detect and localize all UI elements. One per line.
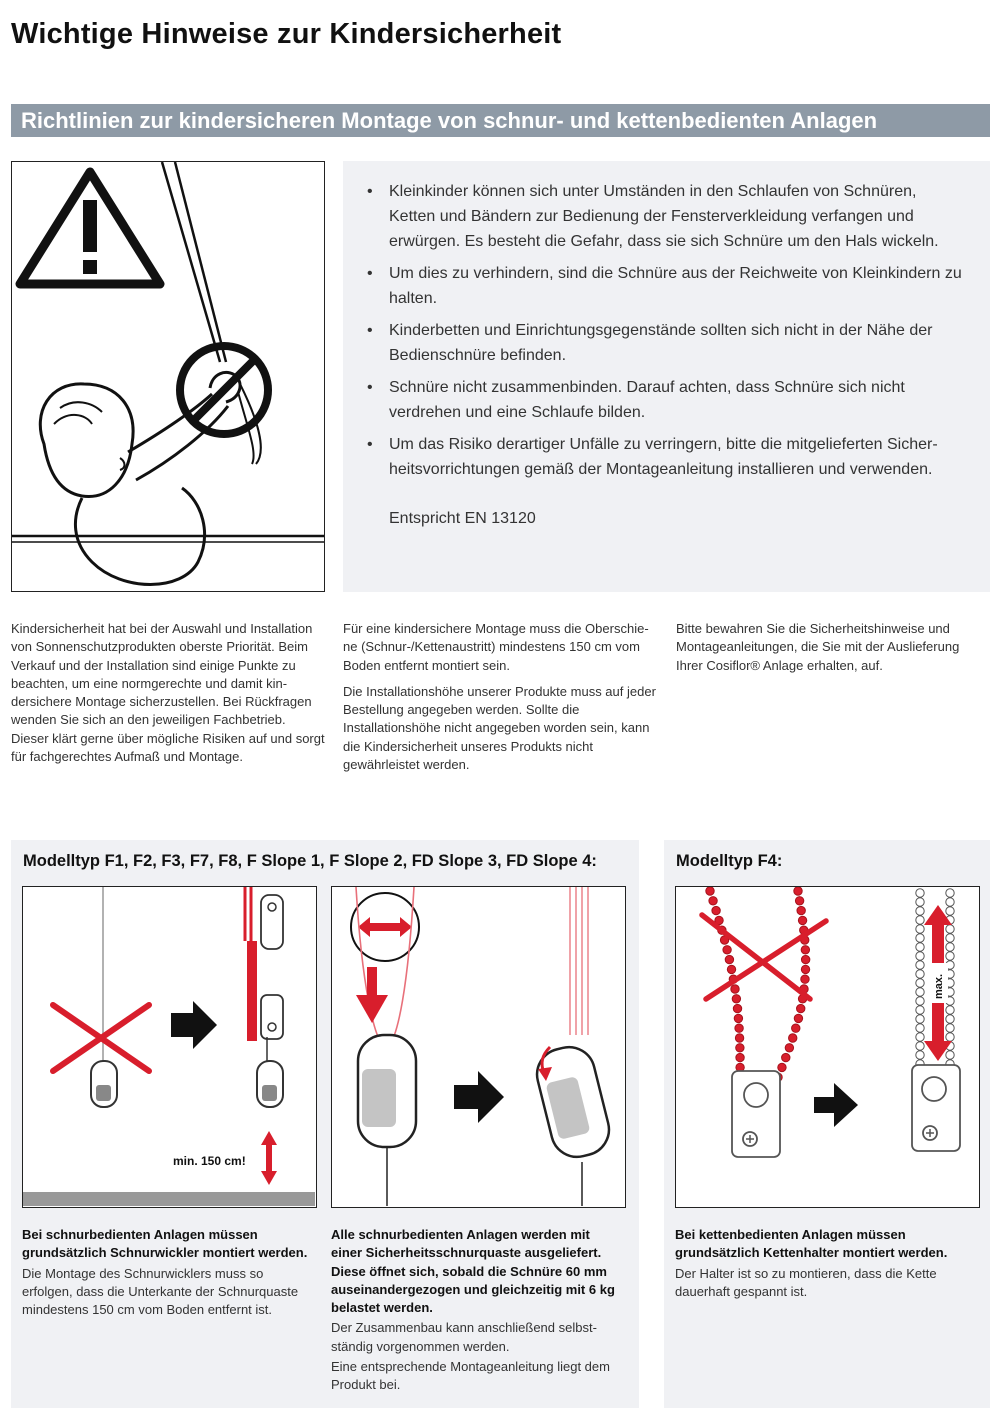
norm-reference: Entspricht EN 13120	[389, 510, 536, 527]
chain-bead	[946, 889, 954, 897]
warning-triangle-icon	[20, 172, 160, 284]
chain-bead	[709, 897, 717, 905]
chain-bead	[916, 961, 924, 969]
warning-bullet: • Kinderbetten und Einrichtungsgegenstände sollten sich nicht in der Nähe der Bedienschnüre befinden.	[367, 318, 967, 368]
chain-holder-panel	[675, 886, 980, 1208]
cord-winder-illustration	[23, 887, 315, 1206]
section-banner	[11, 104, 990, 137]
chain-bead	[725, 955, 733, 963]
chain-holder-caption	[675, 1226, 975, 1303]
chain-bead	[916, 1051, 924, 1059]
chain-bead	[797, 1004, 805, 1012]
chain-bead	[916, 1015, 924, 1023]
chain-bead	[789, 1034, 797, 1042]
chain-bead	[792, 1024, 800, 1032]
chain-bead	[735, 1024, 743, 1032]
chain-bead	[946, 934, 954, 942]
chain-holder-left	[732, 1071, 780, 1157]
chain-bead	[916, 934, 924, 942]
info-column-3	[676, 620, 976, 683]
warning-bullet: • Um dies zu verhindern, sind die Schnüre aus der Reichweite von Kleinkindern zu halten.	[367, 261, 967, 311]
chain-bead	[706, 887, 714, 895]
info-paragraph: Kindersicherheit hat bei der Auswahl und Installation von Sonnenschutzprodukten oberste Priorität. Beim Verkauf und der Installation sind einige Punkte zu beachten, um eine normgerechte und damit kindersichere Montage sicherzustellen. Bei Rückfragen wenden Sie sich an den jeweiligen Fachbetrieb. Dieser klärt gerne über mögliche Risiken auf und sorgt für fachgerechtes Aufmaß und Montage.	[11, 621, 325, 765]
safety-tassel-panel	[331, 886, 626, 1208]
caption-heading: Bei kettenbedienten Anlagen müssen grundsätzlich Kettenhalter montiert werden.	[675, 1227, 948, 1261]
chain-bead	[723, 946, 731, 954]
caption-text: Die Montage des Schnurwicklers muss so erfolgen, dass die Unterkante der Schnurquaste mindestens 150 cm vom Boden entfernt ist.	[22, 1265, 299, 1318]
warning-illustration	[11, 161, 325, 592]
chain-bead	[916, 1006, 924, 1014]
chain-bead	[916, 916, 924, 924]
min-height-label: min. 150 cm!	[173, 1154, 246, 1168]
cord-model-section	[11, 840, 639, 1408]
chain-holder-illustration	[676, 887, 978, 1206]
chain-bead	[946, 907, 954, 915]
chain-bead	[916, 988, 924, 996]
chain-bead	[736, 1044, 744, 1052]
chain-bead	[794, 887, 802, 895]
caption-heading: Alle schnurbedienten Anlagen werden mit einer Sicherheitsschnurquaste ausgeliefert. Diese öffnet sich, sobald die Schnüre 60 mm auseinandergezogen und gleichzeitig mit 6 kg belastet werden.	[331, 1227, 615, 1316]
info-paragraph: Die Installationshöhe unserer Produkte muss auf jeder Bestellung angegeben werden. Sollte die Installationshöhe nicht angegeben worden sein, kann die Kindersicherheit unseres Produkts nicht gewährleistet werden.	[343, 683, 656, 773]
chain-bead	[916, 1042, 924, 1050]
chain-bead	[801, 975, 809, 983]
chain-bead	[916, 907, 924, 915]
chain-bead	[727, 965, 735, 973]
warning-bullet-list	[367, 179, 967, 489]
safety-tassel-illustration	[332, 887, 624, 1206]
chain-bead	[736, 1053, 744, 1061]
chain-holder-right	[912, 1065, 960, 1151]
caption-text: Eine entsprechende Montageanleitung liegt dem Produkt bei.	[331, 1359, 610, 1393]
child-cord-hazard-illustration	[12, 162, 325, 592]
caption-text: Der Halter ist so zu montieren, dass die Kette dauerhaft gespannt ist.	[675, 1265, 937, 1299]
chain-bead	[794, 1014, 802, 1022]
chain-bead	[801, 946, 809, 954]
chain-bead	[916, 1024, 924, 1032]
chain-bead	[734, 1014, 742, 1022]
chain-bead	[946, 943, 954, 951]
caption-text: Der Zusammenbau kann anschließend selbstständig vorgenommen werden.	[331, 1320, 597, 1354]
chain-bead	[946, 1006, 954, 1014]
warning-bullet: • Um das Risiko derartiger Unfälle zu verringern, bitte die mitgelieferten Sicherheitsvorrichtungen gemäß der Montageanleitung installieren und verwenden.	[367, 432, 967, 482]
arrow-right-icon	[814, 1083, 858, 1127]
chain-bead	[916, 898, 924, 906]
chain-bead	[946, 1015, 954, 1023]
chain-bead	[946, 925, 954, 933]
chain-bead	[795, 897, 803, 905]
chain-bead	[946, 898, 954, 906]
chain-bead	[946, 1051, 954, 1059]
warning-text-panel	[343, 161, 990, 592]
chain-bead	[782, 1053, 790, 1061]
cord-section-title: Modelltyp F1, F2, F3, F7, F8, F Slope 1, F Slope 2, FD Slope 3, FD Slope 4:	[23, 852, 597, 870]
chain-bead	[916, 997, 924, 1005]
chain-bead	[798, 916, 806, 924]
chain-bead	[916, 925, 924, 933]
arrow-right-icon	[454, 1071, 504, 1123]
chain-bead	[916, 970, 924, 978]
safety-tassel-caption	[331, 1226, 621, 1397]
warning-bullet: • Schnüre nicht zusammenbinden. Darauf achten, dass Schnüre sich nicht verdrehen und eine Schlaufe bilden.	[367, 375, 967, 425]
chain-bead	[778, 1063, 786, 1071]
max-label: max.	[933, 973, 945, 999]
chain-model-section	[664, 840, 990, 1408]
chain-bead	[916, 943, 924, 951]
chain-bead	[916, 1033, 924, 1041]
chain-bead	[797, 906, 805, 914]
cord-winder-caption	[22, 1226, 312, 1321]
cord-winder-panel	[22, 886, 317, 1208]
chain-bead	[785, 1044, 793, 1052]
chain-bead	[731, 985, 739, 993]
chain-bead	[946, 1024, 954, 1032]
arrow-right-icon	[171, 1001, 217, 1049]
info-column-2	[343, 620, 658, 782]
warning-bullet: • Kleinkinder können sich unter Umständen in den Schlaufen von Schnüren, Ketten und Bändern zur Bedienung der Fensterverkleidung verfangen und erwürgen. Es besteht die Gefahr, dass sie sich Schnüre um den Hals wickeln.	[367, 179, 967, 254]
chain-bead	[946, 1033, 954, 1041]
chain-bead	[712, 906, 720, 914]
caption-heading: Bei schnurbedienten Anlagen müssen grundsätzlich Schnurwickler montiert werden.	[22, 1227, 308, 1261]
chain-bead	[916, 889, 924, 897]
chain-bead	[916, 979, 924, 987]
info-paragraph: Für eine kindersichere Montage muss die Oberschiene (Schnur-/Kettenaustritt) mindestens 150 cm vom Boden entfernt montiert sein.	[343, 621, 649, 673]
page-title: Wichtige Hinweise zur Kindersicherheit	[11, 18, 562, 50]
chain-bead	[735, 1034, 743, 1042]
chain-section-title: Modelltyp F4:	[676, 852, 783, 870]
info-column-1	[11, 620, 326, 774]
chain-bead	[946, 952, 954, 960]
chain-bead	[801, 965, 809, 973]
chain-bead	[733, 1004, 741, 1012]
info-paragraph: Bitte bewahren Sie die Sicherheitshinweise und Montageanleitungen, die Sie mit der Auslieferung Ihrer Cosiflor® Anlage erhalten, auf.	[676, 621, 960, 673]
chain-bead	[801, 955, 809, 963]
chain-bead	[916, 952, 924, 960]
chain-bead	[732, 995, 740, 1003]
banner-text: Richtlinien zur kindersicheren Montage von schnur- und kettenbedienten Anlagen	[21, 108, 878, 133]
